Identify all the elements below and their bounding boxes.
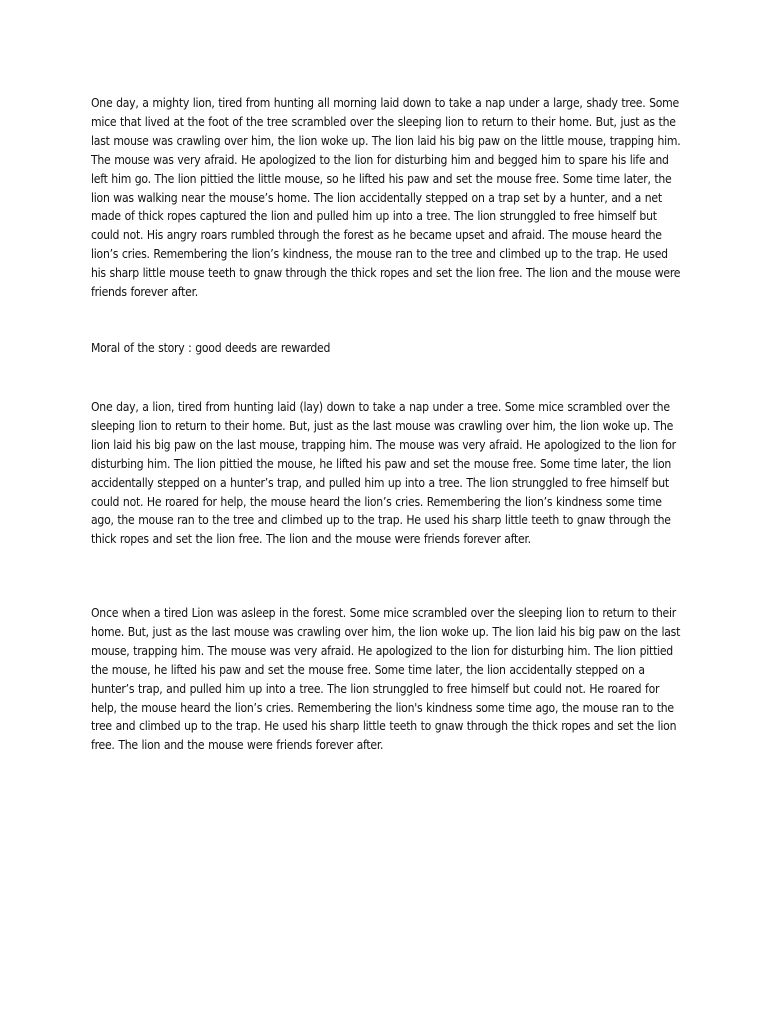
story-paragraph-summary-2: Once when a tired Lion was asleep in the forest. Some mice scrambled over the sleeping lion to return to their home. But, just as the last mouse was crawling over him, the lion woke up. The lion laid his big paw on the last mouse, trapping him. The mouse was very afraid. He apologized to the lion for disturbing him. The lion pittied the mouse, he lifted his paw and set the mouse free. Some time later, the lion accidentally stepped on a hunter’s trap, and pulled him up into a tree. The lion strunggled to free himself but could not. He roared for help, the mouse heard the lion’s cries. Remembering the lion's kindness some time ago, the mouse ran to the tree and climbed up to the trap. He used his sharp little teeth to gnaw through the thick ropes and set the lion free. The lion and the mouse were friends forever after. <box>91 606 681 753</box>
story-moral: Moral of the story : good deeds are rewarded <box>91 341 331 355</box>
story-paragraph-summary-1: One day, a lion, tired from hunting laid (lay) down to take a nap under a tree. Some mice scrambled over the sleeping lion to return to their home. But, just as the last mouse was crawling over him, the lion woke up. The lion laid his big paw on the last mouse, trapping him. The mouse was very afraid. He apologized to the lion for disturbing him. The lion pittied the mouse, he lifted his paw and set the mouse free. Some time later, the lion accidentally stepped on a hunter’s trap, and pulled him up into a tree. The lion strunggled to free himself but could not. He roared for help, the mouse heard the lion’s cries. Remembering the lion’s kindness some time ago, the mouse ran to the tree and climbed up to the trap. He used his sharp little teeth to gnaw through the thick ropes and set the lion free. The lion and the mouse were friends forever after. <box>91 400 676 547</box>
story-paragraph-original: One day, a mighty lion, tired from hunting all morning laid down to take a nap under a large, shady tree. Some mice that lived at the foot of the tree scrambled over the sleeping lion to return to their home. But, just as the last mouse was crawling over him, the lion woke up. The lion laid his big paw on the little mouse, trapping him. The mouse was very afraid. He apologized to the lion for disturbing him and begged him to spare his life and left him go. The lion pittied the little mouse, so he lifted his paw and set the mouse free. Some time later, the lion was walking near the mouse’s home. The lion accidentally stepped on a trap set by a hunter, and a net made of thick ropes captured the lion and pulled him up into a tree. The lion strunggled to free himself but could not. His angry roars rumbled through the forest as he became upset and afraid. The mouse heard the lion’s cries. Remembering the lion’s kindness, the mouse ran to the tree and climbed up to the trap. He used his sharp little mouse teeth to gnaw through the thick ropes and set the lion free. The lion and the mouse were friends forever after. <box>91 96 681 300</box>
